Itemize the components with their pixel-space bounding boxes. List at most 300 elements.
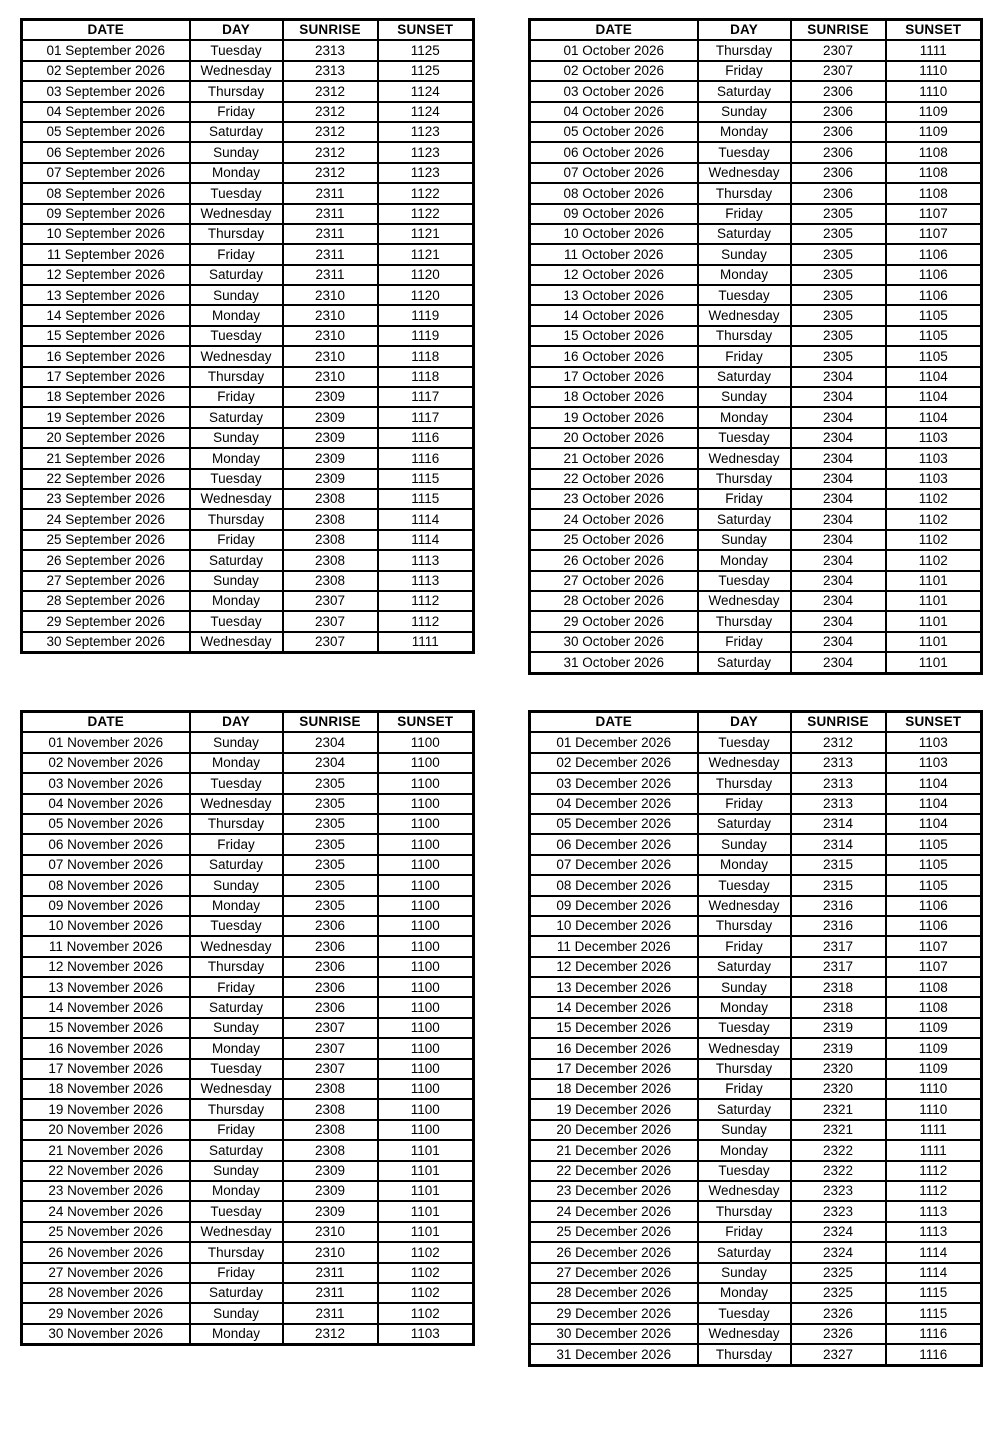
column-header-date: DATE xyxy=(530,712,698,733)
sunrise-cell: 2326 xyxy=(791,1324,886,1344)
sunset-cell: 1101 xyxy=(886,632,982,652)
date-cell: 26 October 2026 xyxy=(530,550,698,570)
sunrise-cell: 2317 xyxy=(791,936,886,956)
day-cell: Tuesday xyxy=(190,773,283,793)
sunset-cell: 1101 xyxy=(378,1222,474,1242)
day-cell: Thursday xyxy=(190,814,283,834)
sunset-cell: 1108 xyxy=(886,977,982,997)
sunset-cell: 1116 xyxy=(378,428,474,448)
day-cell: Saturday xyxy=(190,1140,283,1160)
day-cell: Sunday xyxy=(698,1263,791,1283)
sunset-cell: 1102 xyxy=(886,489,982,509)
table-row xyxy=(22,896,474,916)
sunrise-cell: 2319 xyxy=(791,1038,886,1058)
sunrise-cell: 2306 xyxy=(283,916,378,936)
date-cell: 30 September 2026 xyxy=(22,632,190,653)
table-row xyxy=(530,652,982,673)
sunset-cell: 1114 xyxy=(886,1263,982,1283)
sunset-cell: 1119 xyxy=(378,326,474,346)
table-row xyxy=(530,1018,982,1038)
sunset-cell: 1102 xyxy=(378,1263,474,1283)
table-row xyxy=(22,305,474,325)
day-cell: Friday xyxy=(698,794,791,814)
sunset-cell: 1104 xyxy=(886,387,982,407)
sunrise-cell: 2305 xyxy=(791,326,886,346)
sunrise-cell: 2304 xyxy=(791,367,886,387)
sunset-cell: 1100 xyxy=(378,1038,474,1058)
sunrise-cell: 2306 xyxy=(791,183,886,203)
day-cell: Sunday xyxy=(698,977,791,997)
sunrise-cell: 2305 xyxy=(283,896,378,916)
date-cell: 29 September 2026 xyxy=(22,611,190,631)
date-cell: 10 November 2026 xyxy=(22,916,190,936)
day-cell: Sunday xyxy=(190,428,283,448)
table-row xyxy=(22,469,474,489)
date-cell: 09 September 2026 xyxy=(22,204,190,224)
sunset-cell: 1108 xyxy=(886,163,982,183)
date-cell: 22 September 2026 xyxy=(22,469,190,489)
table-row xyxy=(22,794,474,814)
table-row xyxy=(530,305,982,325)
sunrise-cell: 2308 xyxy=(283,1079,378,1099)
table-row xyxy=(22,122,474,142)
day-cell: Monday xyxy=(190,591,283,611)
sunrise-cell: 2304 xyxy=(791,571,886,591)
sunrise-cell: 2308 xyxy=(283,1140,378,1160)
day-cell: Tuesday xyxy=(190,469,283,489)
sunset-cell: 1125 xyxy=(378,40,474,60)
date-cell: 01 October 2026 xyxy=(530,40,698,60)
table-row xyxy=(530,285,982,305)
date-cell: 14 October 2026 xyxy=(530,305,698,325)
sunset-cell: 1106 xyxy=(886,896,982,916)
sunset-cell: 1102 xyxy=(886,509,982,529)
sunset-cell: 1100 xyxy=(378,855,474,875)
date-cell: 31 October 2026 xyxy=(530,652,698,673)
sunset-cell: 1107 xyxy=(886,957,982,977)
table-row xyxy=(22,591,474,611)
day-cell: Saturday xyxy=(698,224,791,244)
date-cell: 26 December 2026 xyxy=(530,1242,698,1262)
day-cell: Saturday xyxy=(698,1242,791,1262)
sunset-cell: 1115 xyxy=(886,1283,982,1303)
sunset-cell: 1101 xyxy=(886,571,982,591)
date-cell: 27 September 2026 xyxy=(22,571,190,591)
date-cell: 17 December 2026 xyxy=(530,1059,698,1079)
table-row xyxy=(530,326,982,346)
day-cell: Sunday xyxy=(190,732,283,752)
sunrise-cell: 2323 xyxy=(791,1181,886,1201)
date-cell: 20 October 2026 xyxy=(530,428,698,448)
day-cell: Monday xyxy=(698,122,791,142)
sunrise-cell: 2318 xyxy=(791,997,886,1017)
table-row xyxy=(22,1201,474,1221)
sunset-cell: 1115 xyxy=(378,469,474,489)
date-cell: 25 October 2026 xyxy=(530,530,698,550)
day-cell: Thursday xyxy=(190,957,283,977)
day-cell: Monday xyxy=(698,265,791,285)
day-cell: Friday xyxy=(698,489,791,509)
sunset-cell: 1104 xyxy=(886,814,982,834)
column-header-date: DATE xyxy=(22,712,190,733)
date-cell: 23 September 2026 xyxy=(22,489,190,509)
day-cell: Tuesday xyxy=(698,1161,791,1181)
sunset-cell: 1100 xyxy=(378,997,474,1017)
table-row xyxy=(530,916,982,936)
date-cell: 07 November 2026 xyxy=(22,855,190,875)
sunrise-cell: 2307 xyxy=(283,1059,378,1079)
date-cell: 24 December 2026 xyxy=(530,1201,698,1221)
day-cell: Sunday xyxy=(190,1303,283,1323)
day-cell: Saturday xyxy=(698,1099,791,1119)
sunrise-cell: 2324 xyxy=(791,1242,886,1262)
table-row xyxy=(530,1038,982,1058)
date-cell: 11 September 2026 xyxy=(22,244,190,264)
sunrise-cell: 2325 xyxy=(791,1263,886,1283)
day-cell: Wednesday xyxy=(698,1324,791,1344)
table-row xyxy=(22,550,474,570)
day-cell: Monday xyxy=(190,448,283,468)
sunset-cell: 1100 xyxy=(378,936,474,956)
day-cell: Tuesday xyxy=(190,183,283,203)
day-cell: Sunday xyxy=(190,142,283,162)
sunrise-cell: 2310 xyxy=(283,285,378,305)
day-cell: Friday xyxy=(190,244,283,264)
table-row xyxy=(22,1161,474,1181)
day-cell: Thursday xyxy=(698,326,791,346)
sunrise-cell: 2310 xyxy=(283,346,378,366)
sunrise-cell: 2320 xyxy=(791,1059,886,1079)
date-cell: 10 October 2026 xyxy=(530,224,698,244)
table-row xyxy=(530,773,982,793)
table-row xyxy=(530,957,982,977)
sunset-cell: 1105 xyxy=(886,305,982,325)
date-cell: 16 October 2026 xyxy=(530,346,698,366)
day-cell: Friday xyxy=(698,346,791,366)
sunrise-cell: 2318 xyxy=(791,977,886,997)
table-row xyxy=(530,550,982,570)
date-cell: 07 December 2026 xyxy=(530,855,698,875)
sunset-cell: 1120 xyxy=(378,285,474,305)
table-row xyxy=(530,794,982,814)
sunrise-cell: 2320 xyxy=(791,1079,886,1099)
sunrise-cell: 2305 xyxy=(791,244,886,264)
sunset-cell: 1124 xyxy=(378,102,474,122)
day-cell: Friday xyxy=(190,530,283,550)
table-row xyxy=(530,1059,982,1079)
table-row xyxy=(530,1303,982,1323)
sunset-cell: 1106 xyxy=(886,244,982,264)
day-cell: Wednesday xyxy=(190,936,283,956)
sunrise-cell: 2308 xyxy=(283,571,378,591)
table-row xyxy=(530,1140,982,1160)
table-row xyxy=(22,163,474,183)
table-row xyxy=(22,977,474,997)
sunset-cell: 1117 xyxy=(378,407,474,427)
table-row xyxy=(530,1283,982,1303)
sunrise-cell: 2306 xyxy=(791,102,886,122)
sunrise-cell: 2313 xyxy=(791,753,886,773)
date-cell: 21 October 2026 xyxy=(530,448,698,468)
column-header-sunset: SUNSET xyxy=(886,712,982,733)
sunrise-cell: 2309 xyxy=(283,387,378,407)
sunrise-cell: 2313 xyxy=(283,61,378,81)
day-cell: Tuesday xyxy=(190,1201,283,1221)
date-cell: 10 December 2026 xyxy=(530,916,698,936)
date-cell: 06 November 2026 xyxy=(22,834,190,854)
sunset-cell: 1114 xyxy=(378,509,474,529)
day-cell: Sunday xyxy=(698,530,791,550)
table-row xyxy=(22,142,474,162)
date-cell: 11 October 2026 xyxy=(530,244,698,264)
day-cell: Friday xyxy=(190,1120,283,1140)
sunset-cell: 1125 xyxy=(378,61,474,81)
sunrise-cell: 2322 xyxy=(791,1140,886,1160)
sunrise-cell: 2309 xyxy=(283,428,378,448)
date-cell: 04 November 2026 xyxy=(22,794,190,814)
date-cell: 30 November 2026 xyxy=(22,1324,190,1345)
date-cell: 07 September 2026 xyxy=(22,163,190,183)
day-cell: Wednesday xyxy=(698,591,791,611)
date-cell: 17 November 2026 xyxy=(22,1059,190,1079)
date-cell: 06 October 2026 xyxy=(530,142,698,162)
sunrise-cell: 2305 xyxy=(283,834,378,854)
date-cell: 28 December 2026 xyxy=(530,1283,698,1303)
date-cell: 05 November 2026 xyxy=(22,814,190,834)
table-row xyxy=(22,732,474,752)
day-cell: Tuesday xyxy=(190,326,283,346)
table-row xyxy=(530,1079,982,1099)
day-cell: Sunday xyxy=(190,285,283,305)
table-row xyxy=(22,834,474,854)
date-cell: 20 December 2026 xyxy=(530,1120,698,1140)
sunset-cell: 1101 xyxy=(378,1161,474,1181)
sunset-cell: 1115 xyxy=(886,1303,982,1323)
date-cell: 15 November 2026 xyxy=(22,1018,190,1038)
table-row xyxy=(530,61,982,81)
day-cell: Friday xyxy=(190,977,283,997)
sunset-cell: 1110 xyxy=(886,1079,982,1099)
sunset-cell: 1111 xyxy=(886,40,982,60)
date-cell: 15 October 2026 xyxy=(530,326,698,346)
day-cell: Sunday xyxy=(698,244,791,264)
sunrise-cell: 2308 xyxy=(283,1120,378,1140)
sunset-cell: 1112 xyxy=(886,1181,982,1201)
sunrise-cell: 2309 xyxy=(283,1201,378,1221)
day-cell: Sunday xyxy=(190,571,283,591)
sunrise-cell: 2322 xyxy=(791,1161,886,1181)
day-cell: Thursday xyxy=(190,1242,283,1262)
table-row xyxy=(22,1283,474,1303)
table-row xyxy=(22,183,474,203)
day-cell: Sunday xyxy=(698,387,791,407)
sunrise-cell: 2306 xyxy=(283,977,378,997)
sunset-cell: 1121 xyxy=(378,224,474,244)
date-cell: 04 September 2026 xyxy=(22,102,190,122)
table-row xyxy=(530,814,982,834)
date-cell: 19 November 2026 xyxy=(22,1099,190,1119)
day-cell: Wednesday xyxy=(190,632,283,653)
date-cell: 12 October 2026 xyxy=(530,265,698,285)
header-row xyxy=(530,20,982,41)
date-cell: 27 December 2026 xyxy=(530,1263,698,1283)
sunrise-cell: 2306 xyxy=(791,122,886,142)
sunset-cell: 1113 xyxy=(886,1222,982,1242)
sunrise-cell: 2311 xyxy=(283,1283,378,1303)
sunrise-cell: 2304 xyxy=(791,550,886,570)
day-cell: Thursday xyxy=(190,81,283,101)
date-cell: 13 September 2026 xyxy=(22,285,190,305)
date-cell: 16 September 2026 xyxy=(22,346,190,366)
table-row xyxy=(22,632,474,653)
date-cell: 03 November 2026 xyxy=(22,773,190,793)
date-cell: 22 November 2026 xyxy=(22,1161,190,1181)
day-cell: Saturday xyxy=(698,509,791,529)
date-cell: 18 December 2026 xyxy=(530,1079,698,1099)
table-row xyxy=(22,367,474,387)
column-header-day: DAY xyxy=(190,20,283,41)
sunrise-cell: 2312 xyxy=(283,142,378,162)
table-row xyxy=(530,1161,982,1181)
sunrise-cell: 2304 xyxy=(791,591,886,611)
sunrise-cell: 2312 xyxy=(283,163,378,183)
date-cell: 28 November 2026 xyxy=(22,1283,190,1303)
day-cell: Friday xyxy=(698,1222,791,1242)
date-cell: 03 December 2026 xyxy=(530,773,698,793)
sunrise-cell: 2309 xyxy=(283,1161,378,1181)
sunrise-cell: 2323 xyxy=(791,1201,886,1221)
date-cell: 13 November 2026 xyxy=(22,977,190,997)
table-row xyxy=(22,1324,474,1345)
sunset-cell: 1103 xyxy=(886,732,982,752)
sunrise-cell: 2305 xyxy=(791,346,886,366)
day-cell: Monday xyxy=(190,1324,283,1345)
date-cell: 24 September 2026 xyxy=(22,509,190,529)
date-cell: 27 October 2026 xyxy=(530,571,698,591)
table-row xyxy=(22,204,474,224)
sunset-cell: 1105 xyxy=(886,875,982,895)
date-cell: 13 December 2026 xyxy=(530,977,698,997)
sunrise-cell: 2321 xyxy=(791,1120,886,1140)
table-row xyxy=(22,957,474,977)
sunset-cell: 1114 xyxy=(378,530,474,550)
sunset-cell: 1118 xyxy=(378,367,474,387)
column-header-day: DAY xyxy=(698,20,791,41)
sunset-cell: 1112 xyxy=(378,611,474,631)
sunrise-cell: 2308 xyxy=(283,1099,378,1119)
day-cell: Friday xyxy=(698,632,791,652)
sunset-cell: 1123 xyxy=(378,163,474,183)
table-row xyxy=(22,936,474,956)
day-cell: Tuesday xyxy=(698,1018,791,1038)
sunset-cell: 1122 xyxy=(378,183,474,203)
sunset-cell: 1110 xyxy=(886,81,982,101)
sunset-cell: 1106 xyxy=(886,265,982,285)
date-cell: 19 September 2026 xyxy=(22,407,190,427)
day-cell: Thursday xyxy=(698,183,791,203)
day-cell: Friday xyxy=(190,834,283,854)
date-cell: 22 December 2026 xyxy=(530,1161,698,1181)
date-cell: 26 November 2026 xyxy=(22,1242,190,1262)
table-row xyxy=(22,916,474,936)
date-cell: 16 November 2026 xyxy=(22,1038,190,1058)
sunset-cell: 1104 xyxy=(886,773,982,793)
sunrise-sunset-table-november-2026 xyxy=(20,710,475,1346)
date-cell: 14 November 2026 xyxy=(22,997,190,1017)
sunset-cell: 1106 xyxy=(886,285,982,305)
sunrise-cell: 2307 xyxy=(283,611,378,631)
sunrise-cell: 2321 xyxy=(791,1099,886,1119)
day-cell: Thursday xyxy=(190,1099,283,1119)
day-cell: Sunday xyxy=(190,1018,283,1038)
date-cell: 24 November 2026 xyxy=(22,1201,190,1221)
sunrise-cell: 2306 xyxy=(791,81,886,101)
date-cell: 08 December 2026 xyxy=(530,875,698,895)
sunset-cell: 1100 xyxy=(378,957,474,977)
day-cell: Friday xyxy=(698,1079,791,1099)
sunrise-cell: 2304 xyxy=(283,732,378,752)
table-row xyxy=(22,1222,474,1242)
day-cell: Sunday xyxy=(698,834,791,854)
sunset-cell: 1119 xyxy=(378,305,474,325)
sunset-cell: 1100 xyxy=(378,916,474,936)
sunset-cell: 1116 xyxy=(378,448,474,468)
day-cell: Tuesday xyxy=(698,875,791,895)
table-row xyxy=(530,163,982,183)
date-cell: 21 November 2026 xyxy=(22,1140,190,1160)
table-row xyxy=(530,81,982,101)
table-row xyxy=(530,122,982,142)
sunrise-cell: 2311 xyxy=(283,244,378,264)
table-row xyxy=(22,387,474,407)
sunrise-cell: 2316 xyxy=(791,916,886,936)
table-row xyxy=(530,346,982,366)
table-row xyxy=(530,428,982,448)
date-cell: 07 October 2026 xyxy=(530,163,698,183)
table-row xyxy=(22,1303,474,1323)
table-row xyxy=(530,834,982,854)
day-cell: Saturday xyxy=(698,957,791,977)
column-header-sunrise: SUNRISE xyxy=(283,20,378,41)
day-cell: Wednesday xyxy=(190,1222,283,1242)
sunset-cell: 1109 xyxy=(886,122,982,142)
sunset-cell: 1104 xyxy=(886,794,982,814)
date-cell: 05 December 2026 xyxy=(530,814,698,834)
day-cell: Monday xyxy=(190,1038,283,1058)
sunrise-cell: 2307 xyxy=(791,61,886,81)
sunrise-cell: 2306 xyxy=(283,997,378,1017)
sunset-cell: 1108 xyxy=(886,142,982,162)
day-cell: Tuesday xyxy=(190,1059,283,1079)
table-row xyxy=(22,428,474,448)
date-cell: 14 December 2026 xyxy=(530,997,698,1017)
day-cell: Thursday xyxy=(698,40,791,60)
table-row xyxy=(530,1181,982,1201)
sunset-cell: 1107 xyxy=(886,936,982,956)
sunrise-cell: 2312 xyxy=(283,81,378,101)
day-cell: Saturday xyxy=(190,550,283,570)
sunrise-cell: 2305 xyxy=(283,794,378,814)
day-cell: Wednesday xyxy=(190,204,283,224)
sunrise-cell: 2324 xyxy=(791,1222,886,1242)
sunrise-cell: 2309 xyxy=(283,1181,378,1201)
sunset-cell: 1105 xyxy=(886,326,982,346)
date-cell: 10 September 2026 xyxy=(22,224,190,244)
date-cell: 18 September 2026 xyxy=(22,387,190,407)
table-row xyxy=(22,1079,474,1099)
sunset-cell: 1100 xyxy=(378,1018,474,1038)
sunset-cell: 1114 xyxy=(886,1242,982,1262)
